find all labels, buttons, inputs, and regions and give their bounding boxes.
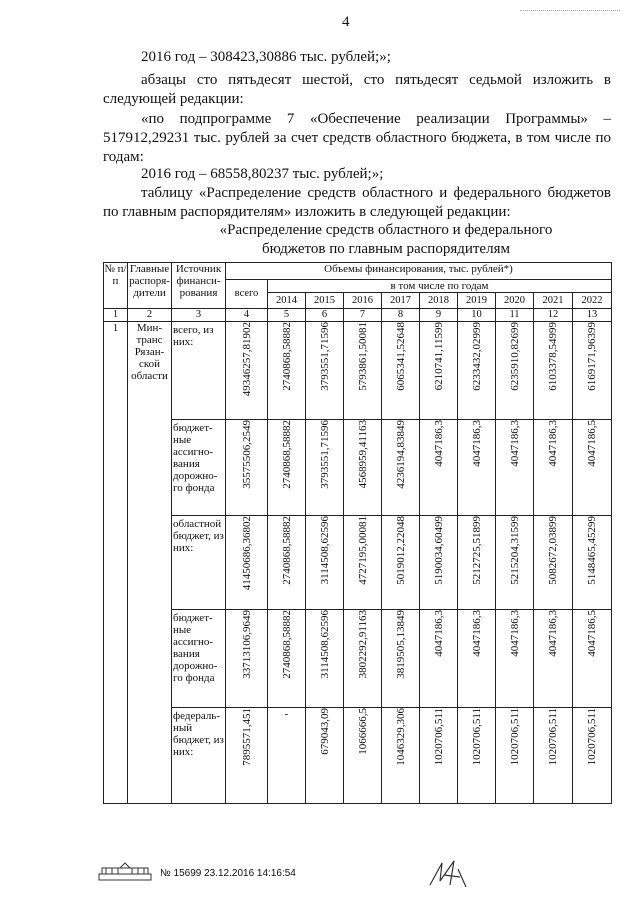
value-cell: 4568959,41163 [356, 420, 369, 489]
value-cell: 6103378,54999 [547, 322, 559, 391]
table-title: «Распределение средств областного и федерального бюджетов по главным распорядителям [219, 222, 553, 257]
year-header: 2014 [268, 293, 306, 309]
value-cell: 4727195,00081 [356, 516, 369, 585]
year-header: 2021 [534, 293, 573, 309]
value-cell: 3114508,62596 [318, 610, 331, 679]
header-source: Источник финанси-рования [172, 263, 226, 309]
value-cell: 3114508,62596 [318, 516, 331, 585]
value-cell: 3793551,71596 [318, 322, 331, 391]
col-number: 2 [128, 309, 172, 322]
value-cell: 5212725,51899 [470, 516, 483, 585]
col-number: 9 [420, 309, 458, 322]
value-cell: 1066666,5 [356, 708, 369, 755]
value-cell: 2740868,58882 [280, 610, 293, 679]
source-label: областной бюджет, из них: [172, 516, 226, 610]
financing-table [103, 262, 612, 804]
col-number: 11 [496, 309, 534, 322]
col-number: 6 [306, 309, 344, 322]
value-cell: 1046329,306 [394, 708, 407, 766]
value-cell: 4047186,3 [508, 610, 521, 657]
year-header: 2022 [573, 293, 612, 309]
header-total: всего [226, 280, 268, 309]
year-header: 2019 [458, 293, 496, 309]
col-number: 1 [104, 309, 128, 322]
value-cell: 1020706,511 [586, 708, 598, 766]
value-cell: 6235910,82699 [508, 322, 521, 391]
table-row [104, 708, 612, 804]
table-row [104, 610, 612, 708]
scan-mark [520, 10, 620, 11]
value-cell: 41450686,36802 [240, 516, 253, 591]
paragraph-2016-total: 2016 год – 308423,30886 тыс. рублей;»; [141, 49, 391, 65]
paragraph-amend-154: абзацы сто пятьдесят шестой, сто пятьдесят седьмой изложить в следующей редакции: [103, 72, 611, 107]
value-cell: 1020706,511 [432, 708, 445, 766]
page-number: 4 [342, 14, 350, 30]
value-cell: 3819505,13849 [394, 610, 407, 679]
value-cell: 4047186,3 [432, 420, 445, 467]
paragraph-2016-subprogram: 2016 год – 68558,80237 тыс. рублей;»; [141, 166, 384, 182]
year-header: 2018 [420, 293, 458, 309]
source-label: всего, из них: [172, 322, 226, 420]
value-cell: 6065341,52648 [394, 322, 407, 391]
value-cell: 5148465,45299 [586, 516, 598, 585]
value-cell: 5793861,50081 [356, 322, 369, 391]
source-label: федераль-ный бюджет, из них: [172, 708, 226, 804]
source-label: бюджет-ные ассигно-вания дорожно-го фонда [172, 610, 226, 708]
value-cell: 5082672,03899 [547, 516, 559, 585]
table-row [104, 516, 612, 610]
col-number: 5 [268, 309, 306, 322]
col-number: 13 [573, 309, 612, 322]
value-cell: 2740868,58882 [280, 516, 293, 585]
value-cell: 4236194,83849 [394, 420, 407, 489]
value-cell: 4047186,5 [586, 610, 598, 657]
col-number: 8 [382, 309, 420, 322]
col-number: 3 [172, 309, 226, 322]
value-cell: 4047186,5 [586, 420, 598, 467]
value-cell: 7895571,451 [240, 708, 253, 766]
source-label: бюджет-ные ассигно-вания дорожно-го фонда [172, 420, 226, 516]
value-cell: 5190034,60499 [432, 516, 445, 585]
value-cell: 679043,09 [318, 708, 331, 755]
value-cell: 35575506,2549 [240, 420, 253, 489]
header-admin: Главные распоря-дители [128, 263, 172, 309]
value-cell: - [284, 708, 289, 720]
row-number: 1 [104, 322, 128, 804]
col-number: 7 [344, 309, 382, 322]
header-num: № п/п [104, 263, 128, 309]
value-cell: 5215204,31599 [508, 516, 521, 585]
value-cell: 4047186,3 [547, 610, 559, 657]
value-cell: 2740868,58882 [280, 420, 293, 489]
value-cell: 33713106,9649 [240, 610, 253, 679]
value-cell: 2740868,58882 [280, 322, 293, 391]
registry-stamp: № 15699 23.12.2016 14:16:54 [160, 868, 296, 879]
paragraph-table-intro: таблицу «Распределение средств областного и федерального бюджетов по главным распорядителям» изложить в следующей редакции: [103, 185, 611, 220]
value-cell: 3802292,91163 [356, 610, 369, 679]
value-cell: 1020706,511 [470, 708, 483, 766]
value-cell: 1020706,511 [508, 708, 521, 766]
year-header: 2016 [344, 293, 382, 309]
value-cell: 4047186,3 [432, 610, 445, 657]
value-cell: 3793551,71596 [318, 420, 331, 489]
year-header: 2020 [496, 293, 534, 309]
year-header: 2015 [306, 293, 344, 309]
table-row [104, 322, 612, 420]
col-number: 4 [226, 309, 268, 322]
year-header: 2017 [382, 293, 420, 309]
col-number: 10 [458, 309, 496, 322]
value-cell: 5019012,22048 [394, 516, 407, 585]
admin-name: Мин-транс Рязан-ской области [128, 322, 172, 804]
table-row [104, 420, 612, 516]
header-by-years: в том числе по годам [268, 280, 612, 293]
value-cell: 4047186,3 [470, 610, 483, 657]
value-cell: 6210741,11599 [432, 322, 445, 391]
value-cell: 4047186,3 [508, 420, 521, 467]
value-cell: 6233432,02999 [470, 322, 483, 391]
paragraph-subprogram-7: «по подпрограмме 7 «Обеспечение реализации Программы» – 517912,29231 тыс. рублей за счет средств областного бюджета, в том числе по годам: [103, 111, 611, 165]
header-volumes: Объемы финансирования, тыс. рублей*) [226, 263, 612, 280]
government-building-logo [98, 862, 152, 882]
col-number: 12 [534, 309, 573, 322]
value-cell: 1020706,511 [547, 708, 559, 766]
value-cell: 4047186,3 [547, 420, 559, 467]
signature-mark [420, 855, 480, 895]
value-cell: 4047186,3 [470, 420, 483, 467]
value-cell: 6169171,96399 [586, 322, 598, 391]
value-cell: 49346257,81902 [240, 322, 253, 397]
